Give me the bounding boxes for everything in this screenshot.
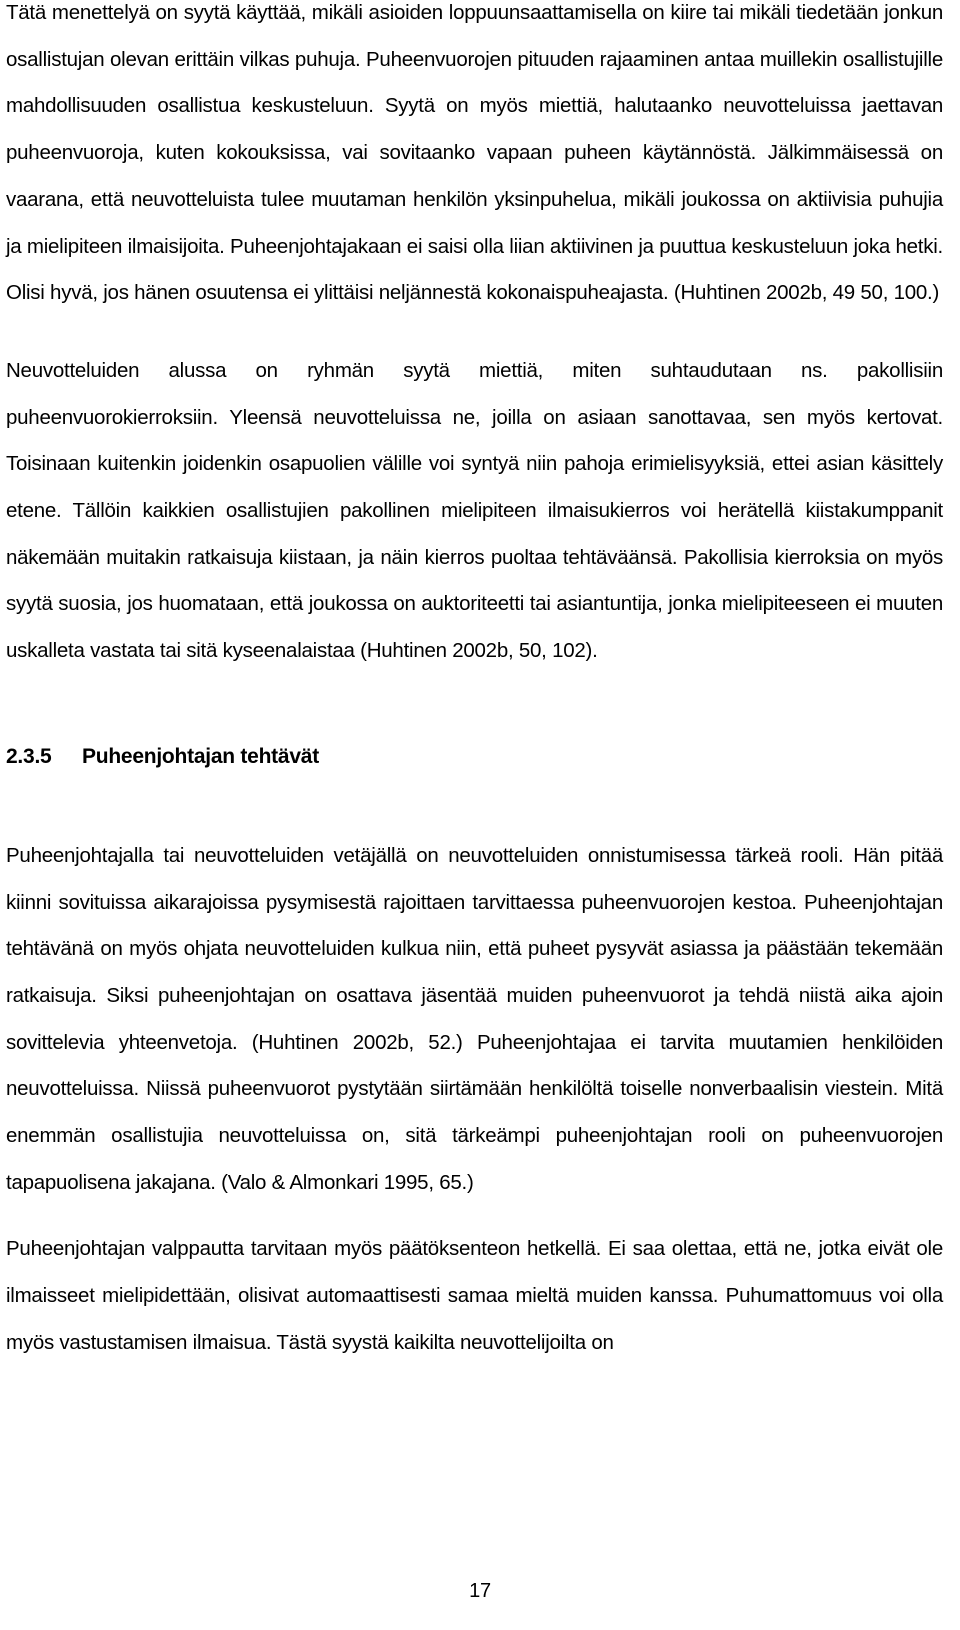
page-number: 17 (469, 1580, 491, 1602)
body-paragraph: Puheenjohtajalla tai neuvotteluiden vetäjällä on neuvotteluiden onnistumisessa tärkeä rooli. Hän pitää kiinni sovituissa aikarajoissa pysymisestä rajoittaen tarvittaessa puheenvuorojen kestoa. Puheenjohtajan tehtävänä on myös ohjata neuvotteluiden kulkua niin, että puheet pysyvät asiassa ja päästään tekemään ratkaisuja. Siksi puheenjohtajan on osattava jäsentää muiden puheenvuorot ja tehdä niistä aika ajoin sovittelevia yhteenvetoja. (Huhtinen 2002b, 52.) Puheenjohtajaa ei tarvita muutamien henkilöiden neuvotteluissa. Niissä puheenvuorot pystytään siirtämään henkilöltä toiselle nonverbaalisin viestein. Mitä enemmän osallistujia neuvotteluissa on, sitä tärkeämpi puheenjohtajan rooli on puheenvuorojen tapapuolisena jakajana. (Valo & Almonkari 1995, 65.) (6, 843, 943, 1194)
section-number: 2.3.5 (6, 744, 52, 768)
section-title: Puheenjohtajan tehtävät (82, 744, 319, 768)
section-heading (6, 737, 943, 777)
body-paragraph: Puheenjohtajan valppautta tarvitaan myös päätöksenteon hetkellä. Ei saa olettaa, että ne, jotka eivät ole ilmaisseet mielipidettään, olisivat automaattisesti samaa mieltä muiden kanssa. Puhumattomuus voi olla myös vastustamisen ilmaisua. Tästä syystä kaikilta neuvottelijoilta on (6, 1237, 943, 1354)
body-paragraph: Neuvotteluiden alussa on ryhmän syytä miettiä, miten suhtaudutaan ns. pakollisiin puheenvuorokierroksiin. Yleensä neuvotteluissa ne, joilla on asiaan sanottavaa, sen myös kertovat. Toisinaan kuitenkin joidenkin osapuolien välille voi syntyä niin pahoja erimielisyyksiä, ettei asian käsittely etene. Tällöin kaikkien osallistujien pakollinen mielipiteen ilmaisukierros voi herätellä kiistakumppanit näkemään muitakin ratkaisuja kiistaan, ja näin kierros puoltaa tehtäväänsä. Pakollisia kierroksia on myös syytä suosia, jos huomataan, että joukossa on auktoriteetti tai asiantuntija, jonka mielipiteeseen ei muuten uskalleta vastata tai sitä kyseenalaistaa (Huhtinen 2002b, 50, 102). (6, 358, 943, 663)
body-paragraph: Tätä menettelyä on syytä käyttää, mikäli asioiden loppuunsaattamisella on kiire tai mikäli tiedetään jonkun osallistujan olevan erittäin vilkas puhuja. Puheenvuorojen pituuden rajaaminen antaa muillekin osallistujille mahdollisuuden osallistua keskusteluun. Syytä on myös miettiä, halutaanko neuvotteluissa jaettavan puheenvuoroja, kuten kokouksissa, vai sovitaanko vapaan puheen käytännöstä. Jälkimmäisessä on vaarana, että neuvotteluista tulee muutaman henkilön yksinpuhelua, mikäli joukossa on aktiivisia puhujia ja mielipiteen ilmaisijoita. Puheenjohtajakaan ei saisi olla liian aktiivinen ja puuttua keskusteluun joka hetki. Olisi hyvä, jos hänen osuutensa ei ylittäisi neljännestä kokonaispuheajasta. (Huhtinen 2002b, 49 50, 100.) (6, 1, 943, 305)
